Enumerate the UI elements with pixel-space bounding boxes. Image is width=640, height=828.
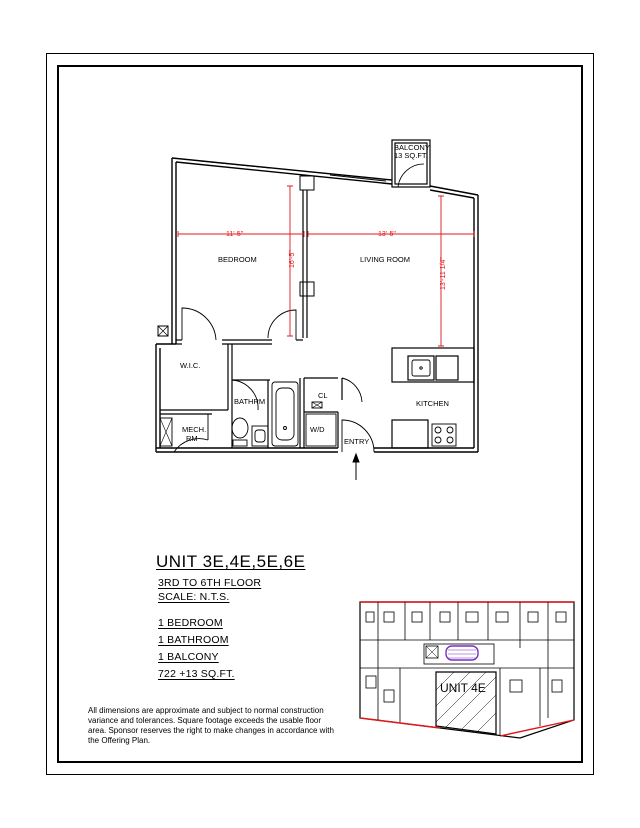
entry-label: ENTRY	[344, 437, 370, 446]
bedroom-label: BEDROOM	[218, 255, 257, 264]
key-plan	[360, 602, 574, 738]
mech-room-label: MECH.	[182, 425, 207, 434]
balcony-count: 1 BALCONY	[158, 651, 219, 663]
key-plan-unit-label: UNIT 4E	[440, 681, 486, 695]
unit-area: 722 +13 SQ.FT.	[158, 668, 235, 680]
closet-label: CL	[318, 391, 328, 400]
balcony-area-label: 13 SQ.FT.	[394, 151, 428, 160]
dim-living-width: 13'-5"	[378, 231, 396, 238]
living-room-label: LIVING ROOM	[360, 255, 411, 264]
dim-bedroom-width: 11'-5"	[226, 231, 244, 238]
dimension-lines	[178, 186, 474, 346]
unit-title: UNIT 3E,4E,5E,6E	[156, 552, 306, 571]
scale-note: SCALE: N.T.S.	[158, 591, 230, 603]
disclaimer: All dimensions are approximate and subject to normal construction variance and tolerances. Square footage exceeds the usable floor area. Sponsor reserves the right to make changes in accordance with the Offering Plan.	[88, 706, 334, 745]
bathroom-label: BATHRM	[234, 397, 266, 406]
dim-bedroom-depth: 16'-5"	[289, 250, 296, 268]
wic-label: W.I.C.	[180, 361, 201, 370]
bedroom-count: 1 BEDROOM	[158, 617, 223, 629]
bathroom-count: 1 BATHROOM	[158, 634, 229, 646]
balcony-label: BALCONY	[394, 143, 430, 152]
entry-arrow	[353, 454, 359, 480]
windows	[200, 161, 386, 181]
washer-dryer-label: W/D	[310, 425, 325, 434]
kitchen-label: KITCHEN	[416, 399, 449, 408]
mech-room-label-2: RM	[186, 434, 198, 443]
floor-range: 3RD TO 6TH FLOOR	[158, 577, 262, 589]
dim-living-depth: 13'-11 1/4"	[440, 257, 447, 290]
